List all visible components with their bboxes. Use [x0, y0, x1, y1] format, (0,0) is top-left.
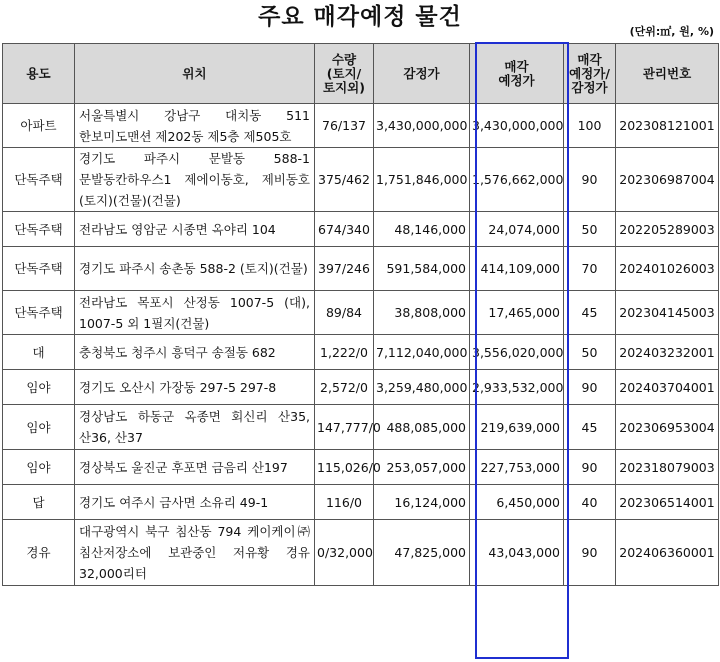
cell-appraisal: 488,085,000: [374, 405, 470, 450]
header-row: [3, 44, 719, 104]
cell-sale-price: 1,576,662,000: [470, 148, 564, 212]
cell-sale-price: 227,753,000: [470, 450, 564, 485]
cell-type: 경유: [3, 520, 75, 586]
cell-sale-price: 43,043,000: [470, 520, 564, 586]
table-row: [3, 212, 719, 247]
table-row: [3, 405, 719, 450]
page-title: 주요 매각예정 물건: [258, 4, 462, 30]
cell-sale-price: 2,933,532,000: [470, 370, 564, 405]
cell-location: 전라남도 목포시 산정동 1007-5 (대), 1007-5 외 1필지(건물): [75, 291, 315, 335]
cell-sale-price: 219,639,000: [470, 405, 564, 450]
header-ratio: 매각 예정가/ 감정가: [564, 44, 616, 104]
cell-area: 397/246: [315, 247, 374, 291]
cell-area: 2,572/0: [315, 370, 374, 405]
cell-id: 202406360001: [616, 520, 719, 586]
cell-type: 단독주택: [3, 247, 75, 291]
cell-area: 115,026/0: [315, 450, 374, 485]
cell-location: 경기도 파주시 문발동 588-1 문발동칸하우스1 제에이동호, 제비동호 (토지)(건물)(건물): [75, 148, 315, 212]
cell-area: 147,777/0: [315, 405, 374, 450]
header-appraisal: 감정가: [374, 44, 470, 104]
cell-location: 경기도 파주시 송촌동 588-2 (토지)(건물): [75, 247, 315, 291]
table-row: [3, 335, 719, 370]
cell-area: 375/462: [315, 148, 374, 212]
cell-type: 단독주택: [3, 212, 75, 247]
table-row: [3, 104, 719, 148]
table-row: [3, 450, 719, 485]
cell-sale-price: 3,430,000,000: [470, 104, 564, 148]
cell-id: 202306953004: [616, 405, 719, 450]
cell-sale-price: 3,556,020,000: [470, 335, 564, 370]
cell-area: 76/137: [315, 104, 374, 148]
cell-appraisal: 253,057,000: [374, 450, 470, 485]
cell-ratio: 100: [564, 104, 616, 148]
cell-id: 202318079003: [616, 450, 719, 485]
cell-appraisal: 3,430,000,000: [374, 104, 470, 148]
unit-note: (단위:㎡, 원, %): [629, 25, 714, 38]
cell-appraisal: 47,825,000: [374, 520, 470, 586]
cell-appraisal: 38,808,000: [374, 291, 470, 335]
cell-type: 아파트: [3, 104, 75, 148]
cell-ratio: 45: [564, 405, 616, 450]
cell-type: 대: [3, 335, 75, 370]
cell-location: 서울특별시 강남구 대치동 511 한보미도맨션 제202동 제5층 제505호: [75, 104, 315, 148]
cell-appraisal: 16,124,000: [374, 485, 470, 520]
cell-id: 202401026003: [616, 247, 719, 291]
cell-location: 전라남도 영암군 시종면 옥야리 104: [75, 212, 315, 247]
cell-id: 202308121001: [616, 104, 719, 148]
cell-appraisal: 3,259,480,000: [374, 370, 470, 405]
cell-id: 202304145003: [616, 291, 719, 335]
cell-ratio: 45: [564, 291, 616, 335]
cell-ratio: 90: [564, 148, 616, 212]
table-row: [3, 370, 719, 405]
cell-sale-price: 24,074,000: [470, 212, 564, 247]
table-row: [3, 520, 719, 586]
cell-ratio: 50: [564, 335, 616, 370]
cell-appraisal: 591,584,000: [374, 247, 470, 291]
table-body: [3, 104, 719, 586]
cell-ratio: 90: [564, 450, 616, 485]
table-row: [3, 148, 719, 212]
cell-id: 202403704001: [616, 370, 719, 405]
cell-id: 202403232001: [616, 335, 719, 370]
header-sale-price: 매각 예정가: [470, 44, 564, 104]
cell-type: 임야: [3, 450, 75, 485]
cell-location: 경상남도 하동군 옥종면 회신리 산35, 산36, 산37: [75, 405, 315, 450]
cell-area: 1,222/0: [315, 335, 374, 370]
cell-sale-price: 6,450,000: [470, 485, 564, 520]
header-type: 용도: [3, 44, 75, 104]
cell-location: 경상북도 울진군 후포면 금음리 산197: [75, 450, 315, 485]
header-location: 위치: [75, 44, 315, 104]
cell-appraisal: 1,751,846,000: [374, 148, 470, 212]
cell-location: 대구광역시 북구 침산동 794 케이케이㈜ 침산저장소에 보관중인 저유황 경유 32,000리터: [75, 520, 315, 586]
cell-area: 116/0: [315, 485, 374, 520]
cell-appraisal: 7,112,040,000: [374, 335, 470, 370]
cell-type: 임야: [3, 370, 75, 405]
cell-ratio: 40: [564, 485, 616, 520]
cell-appraisal: 48,146,000: [374, 212, 470, 247]
table-row: [3, 291, 719, 335]
cell-ratio: 90: [564, 520, 616, 586]
cell-type: 단독주택: [3, 148, 75, 212]
cell-location: 경기도 여주시 금사면 소유리 49-1: [75, 485, 315, 520]
cell-area: 89/84: [315, 291, 374, 335]
cell-ratio: 90: [564, 370, 616, 405]
property-table: [2, 43, 719, 586]
header-area: 수량 (토지/ 토지외): [315, 44, 374, 104]
cell-location: 경기도 오산시 가장동 297-5 297-8: [75, 370, 315, 405]
cell-ratio: 70: [564, 247, 616, 291]
table-row: [3, 247, 719, 291]
cell-sale-price: 414,109,000: [470, 247, 564, 291]
cell-ratio: 50: [564, 212, 616, 247]
cell-location: 충청북도 청주시 흥덕구 송절동 682: [75, 335, 315, 370]
cell-id: 202306987004: [616, 148, 719, 212]
cell-id: 202306514001: [616, 485, 719, 520]
header-id: 관리번호: [616, 44, 719, 104]
table-row: [3, 485, 719, 520]
cell-area: 0/32,000: [315, 520, 374, 586]
cell-area: 674/340: [315, 212, 374, 247]
cell-id: 202205289003: [616, 212, 719, 247]
cell-type: 임야: [3, 405, 75, 450]
cell-type: 답: [3, 485, 75, 520]
cell-sale-price: 17,465,000: [470, 291, 564, 335]
cell-type: 단독주택: [3, 291, 75, 335]
